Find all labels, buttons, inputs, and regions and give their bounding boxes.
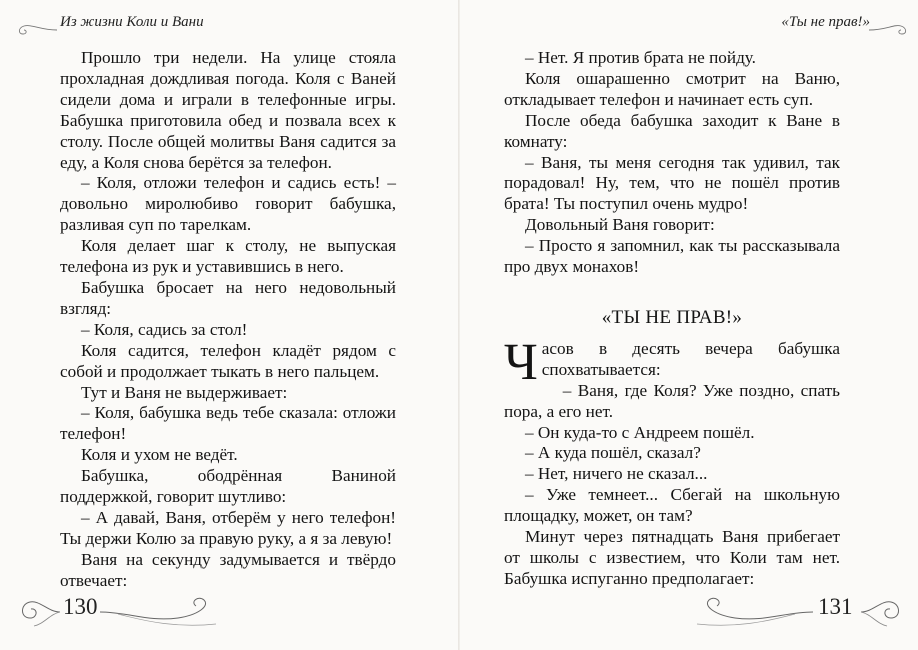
paragraph: – Ваня, где Коля? Уже поздно, спать пора, а его нет. xyxy=(504,380,840,421)
paragraph: Коля делает шаг к столу, не выпуская телефона из рук и уставившись в него. xyxy=(60,236,396,277)
page-number: 130 xyxy=(63,594,98,619)
paragraph: – Ваня, ты меня сегодня так удивил, так порадовал! Ну, тем, что не пошёл против брата! Ты поступил очень мудро! xyxy=(504,152,840,214)
paragraph: Ваня на секунду задумывается и твёрдо отвечает: xyxy=(60,549,396,590)
paragraph: – Коля, садись за стол! xyxy=(81,319,248,339)
right-page xyxy=(459,0,918,650)
page-number: 131 xyxy=(818,594,853,619)
chapter-title: «ТЫ НЕ ПРАВ!» xyxy=(601,306,743,328)
paragraph: Прошло три недели. На улице стояла прохладная дождливая погода. Коля с Ваней сидели дома и играли в телефонные игры. Бабушка приготовила обед и позвала всех к столу. После общей молитвы Ваня садится за еду, а Коля снова берётся за телефон. xyxy=(60,48,396,172)
paragraph: – Уже темнеет... Сбегай на школьную площадку, может, он там? xyxy=(504,485,840,526)
paragraph: Бабушка, ободрённая Ваниной поддержкой, говорит шутливо: xyxy=(60,466,396,507)
footer-flourish-ornament xyxy=(98,588,218,630)
paragraph xyxy=(504,333,840,391)
paragraph: Коля садится, телефон кладёт рядом с собой и продолжает тыкать в него пальцем. xyxy=(60,340,396,381)
paragraph: – Просто я запомнил, как ты рассказывала про двух монахов! xyxy=(504,236,840,277)
right-body-text xyxy=(504,48,840,590)
left-body-text xyxy=(60,48,396,592)
paragraph: Коля ошарашенно смотрит на Ваню, откладывает телефон и начинает есть суп. xyxy=(504,68,840,109)
running-head: Из жизни Коли и Вани xyxy=(60,14,204,30)
paragraph: Тут и Ваня не выдерживает: xyxy=(81,382,288,402)
paragraph: – А давай, Ваня, отберём у него телефон! Ты держи Колю за правую руку, а я за левую! xyxy=(60,507,396,548)
paragraph: Минут через пятнадцать Ваня прибегает от школы с известием, что Коли там нет. Бабушка испуганно предполагает: xyxy=(504,527,840,588)
paragraph-text: асов в десять вечера бабушка спохватывается: xyxy=(541,338,840,379)
paragraph: – Он куда-то с Андреем пошёл. xyxy=(525,422,755,442)
drop-cap: Ч xyxy=(504,333,538,391)
paragraph: После обеда бабушка заходит к Ване в комнату: xyxy=(504,110,840,151)
footer-flourish-ornament xyxy=(859,588,907,630)
paragraph: – Нет, ничего не сказал... xyxy=(525,464,708,484)
paragraph: Коля и ухом не ведёт. xyxy=(81,445,238,465)
paragraph: – Коля, отложи телефон и садись есть! – довольно миролюбиво говорит бабушка, разливая суп по тарелкам. xyxy=(60,173,396,235)
running-head: «Ты не прав!» xyxy=(781,14,870,30)
paragraph: – Коля, бабушка ведь тебе сказала: отложи телефон! xyxy=(60,403,396,444)
paragraph: – А куда пошёл, сказал? xyxy=(525,443,701,463)
header-flourish-ornament xyxy=(10,20,58,40)
footer-flourish-ornament xyxy=(14,588,62,630)
paragraph: – Нет. Я против брата не пойду. xyxy=(525,48,756,67)
footer-flourish-ornament xyxy=(695,588,815,630)
header-flourish-ornament xyxy=(868,20,912,40)
paragraph: Довольный Ваня говорит: xyxy=(525,215,715,235)
paragraph: Бабушка бросает на него недовольный взгляд: xyxy=(60,277,396,318)
